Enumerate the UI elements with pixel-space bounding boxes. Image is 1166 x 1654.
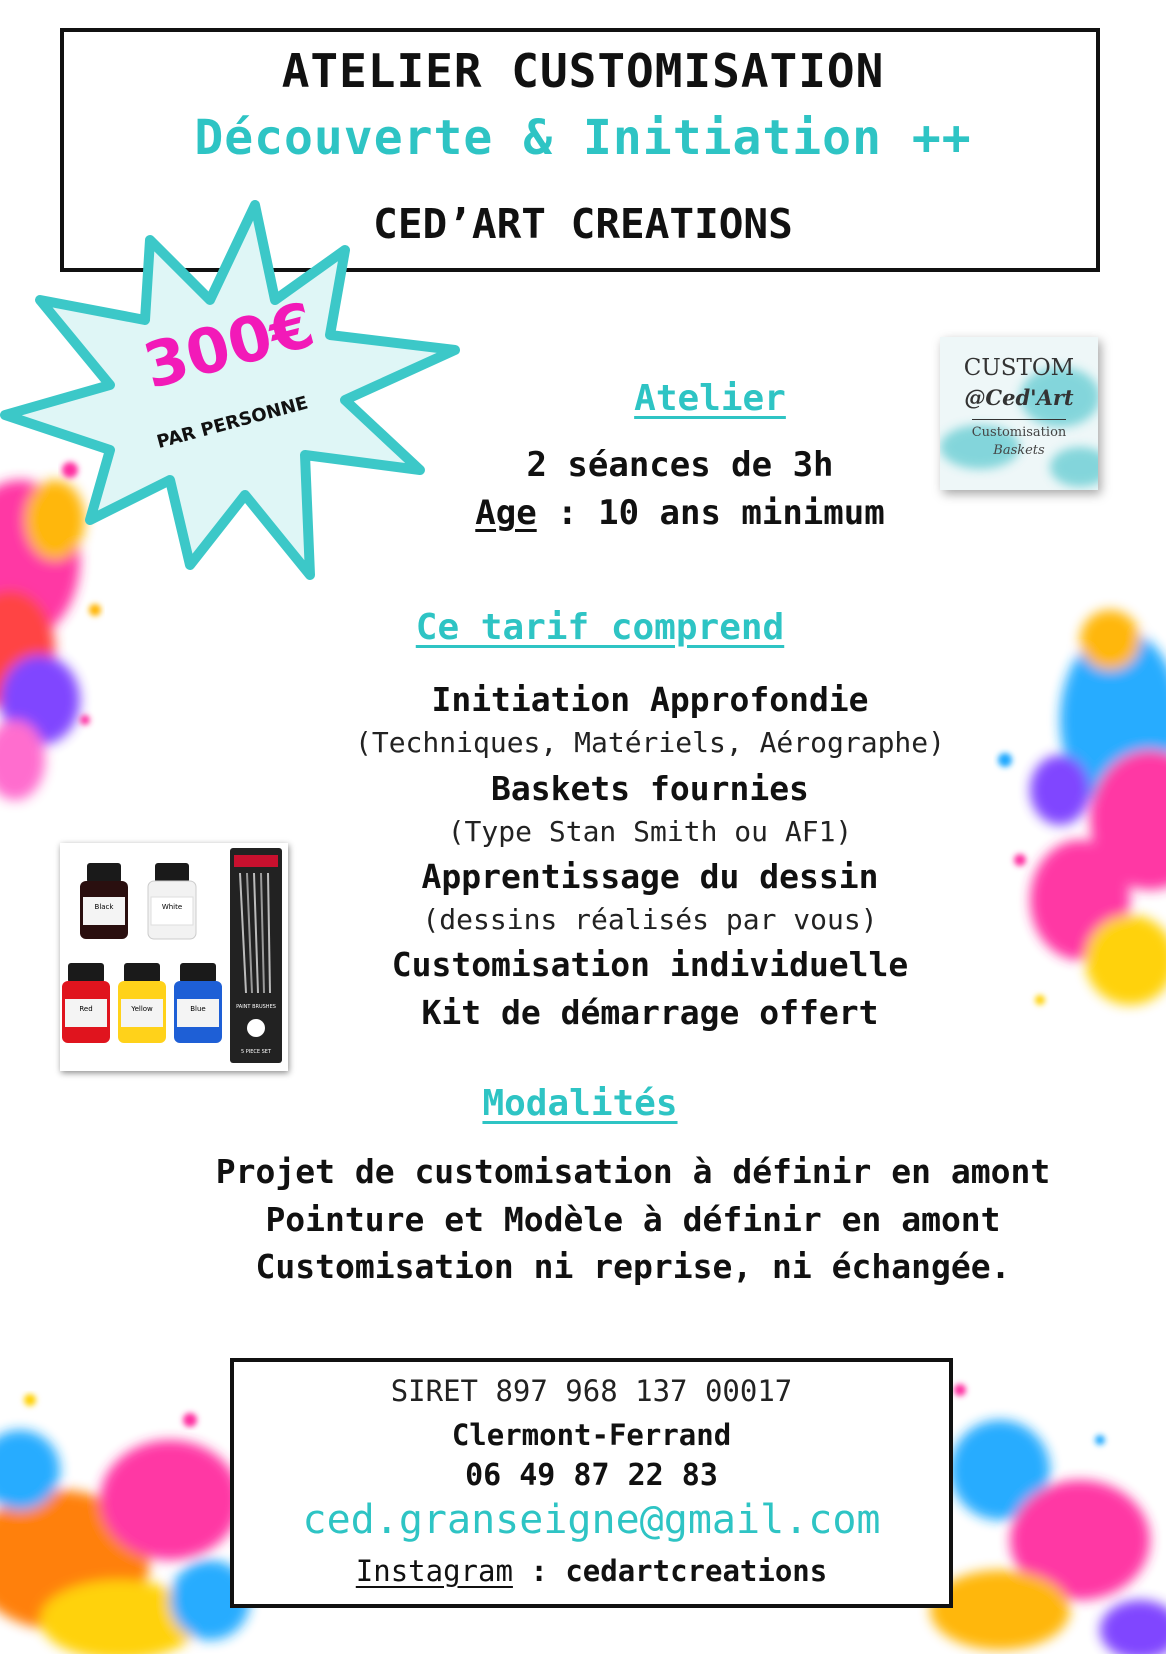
- logo-text-cedart: @Ced'Art: [964, 385, 1074, 410]
- bottle-black: [80, 863, 128, 939]
- tarif-item: Apprentissage du dessin: [421, 857, 879, 896]
- section-heading-atelier: Atelier: [634, 378, 786, 419]
- siret-number: SIRET 897 968 137 00017: [390, 1374, 793, 1408]
- page-subtitle: Découverte & Initiation ++: [194, 110, 972, 166]
- page-title: ATELIER CUSTOMISATION: [281, 44, 885, 98]
- paint-kit-illustration: [60, 843, 288, 1071]
- bottle-white: [148, 863, 196, 939]
- price-value: 300€: [136, 287, 322, 403]
- bottle-label-blue: Blue: [190, 1005, 206, 1013]
- phone-number[interactable]: 06 49 87 22 83: [465, 1458, 718, 1493]
- logo-text-custom: CUSTOM: [963, 355, 1075, 381]
- price-unit: PAR PERSONNE: [154, 392, 311, 453]
- tarif-item-detail: (dessins réalisés par vous): [422, 903, 878, 936]
- age-line: [400, 493, 960, 533]
- bottle-blue: [174, 963, 222, 1043]
- instagram-separator: :: [512, 1554, 566, 1588]
- brush-set-label: 5 PIECE SET: [240, 1049, 272, 1055]
- tarif-item: Customisation individuelle: [391, 945, 909, 984]
- instagram-handle[interactable]: cedartcreations: [565, 1554, 828, 1588]
- bottle-label-red: Red: [79, 1005, 93, 1013]
- bottle-label-yellow: Yellow: [131, 1005, 153, 1013]
- email-link[interactable]: ced.granseigne@gmail.com: [302, 1497, 881, 1543]
- modalite-line: Projet de customisation à définir en amont: [215, 1152, 1051, 1191]
- modalite-line: Customisation ni reprise, ni échangée.: [255, 1247, 1011, 1286]
- section-heading-tarif: Ce tarif comprend: [415, 607, 785, 648]
- bottle-label-black: Black: [94, 903, 114, 911]
- tarif-item: Baskets fournies: [491, 769, 809, 808]
- tarif-item-detail: (Type Stan Smith ou AF1): [447, 815, 853, 848]
- bottle-label-white: White: [161, 903, 183, 911]
- age-label: Age: [475, 493, 537, 533]
- age-value: : 10 ans minimum: [536, 493, 885, 533]
- price-burst-shape: [0, 200, 460, 590]
- brush-pack: [230, 848, 282, 1063]
- section-heading-modalites: Modalités: [482, 1083, 678, 1124]
- logo-divider: [972, 419, 1066, 420]
- brush-pack-label: PAINT BRUSHES: [236, 1004, 276, 1010]
- logo-text-baskets: Baskets: [993, 443, 1045, 458]
- sessions-text: 2 séances de 3h: [526, 445, 834, 485]
- tarif-item: Initiation Approfondie: [431, 680, 869, 719]
- instagram-label: Instagram: [355, 1554, 513, 1588]
- bottle-yellow: [118, 963, 166, 1043]
- logo-text-customisation: Customisation: [971, 425, 1067, 440]
- tarif-item: Kit de démarrage offert: [421, 993, 879, 1032]
- modalite-line: Pointure et Modèle à définir en amont: [265, 1200, 1001, 1239]
- brand-name: CED’ART CREATIONS: [373, 200, 793, 248]
- starter-kit-image: [60, 843, 288, 1071]
- city: Clermont-Ferrand: [451, 1418, 732, 1452]
- instagram-line: [230, 1554, 953, 1588]
- tarif-item-detail: (Techniques, Matériels, Aérographe): [354, 726, 945, 759]
- bottle-red: [62, 963, 110, 1043]
